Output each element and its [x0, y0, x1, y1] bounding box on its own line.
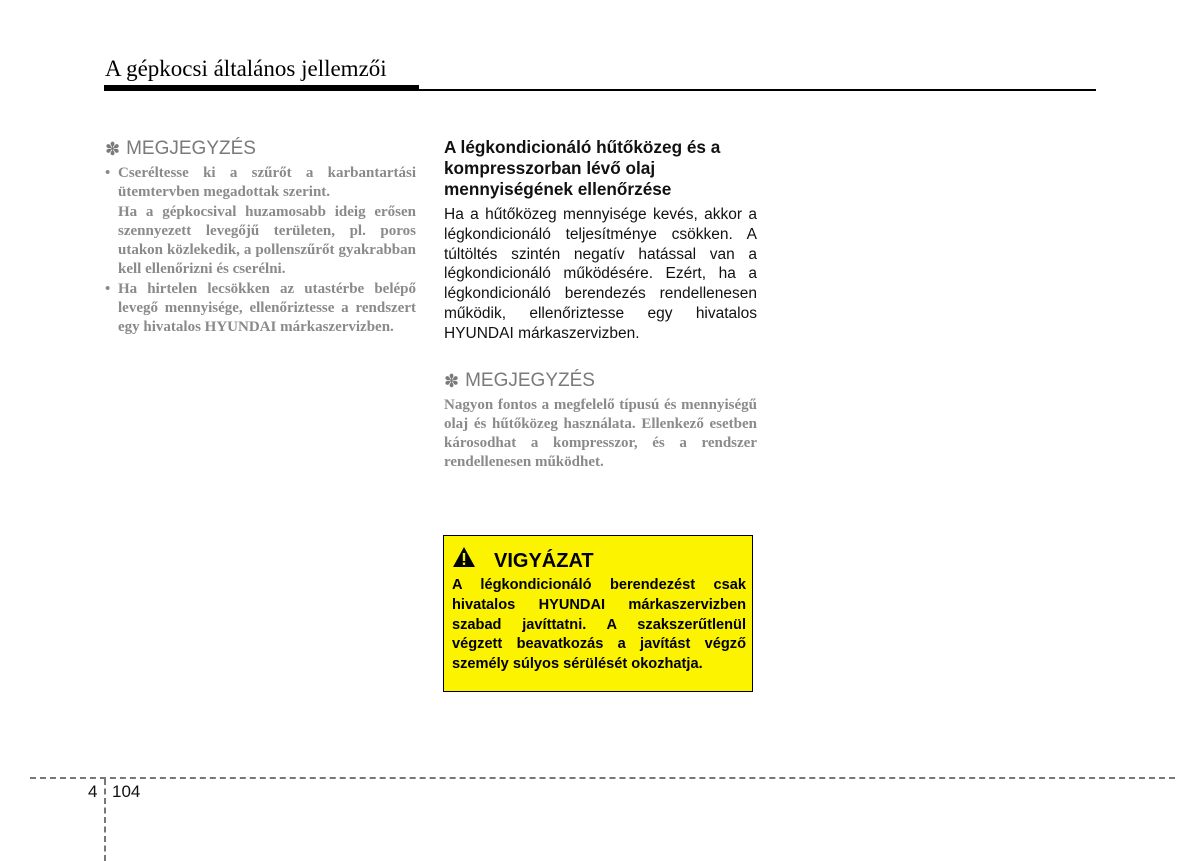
page-number: 104 — [112, 782, 141, 801]
note-paragraph: Ha hirtelen lecsökken az utastérbe belépő levegő mennyisége, ellenőriztesse a rendszert egy hivatalos HYUNDAI márkaszervizben. — [118, 280, 416, 336]
warning-text: A légkondicionáló berendezést csak hivatalos HYUNDAI márkaszervizben szabad javíttatni. A szakszerűtlenül végzett beavatkozás a javítást végző személy súlyos sérülését okozhatja. — [452, 577, 746, 673]
page-header-title: A gépkocsi általános jellemzői — [105, 56, 387, 81]
section-body: Ha a hűtőközeg mennyisége kevés, akkor a légkondicionáló teljesítménye csökken. A túltöltés szintén negatív hatással van a légkondicionáló működésére. Ezért, ha a légkondicionáló berendezés rendellenesen működik, ellenőriztesse egy hivatalos HYUNDAI márkaszervizben. — [444, 206, 757, 342]
note-list — [105, 164, 416, 338]
note-heading-label: MEGJEGYZÉS — [465, 369, 595, 391]
footer-vertical-divider — [104, 779, 106, 861]
bullet-icon: • — [105, 165, 111, 181]
note-heading — [444, 370, 757, 392]
note-star-icon: ✽ — [444, 370, 460, 391]
note-text: Nagyon fontos a megfelelő típusú és mennyiségű olaj és hűtőközeg használata. Ellenkező esetben károsodhat a kompresszor, és a rendszer rendellenesen működhet. — [444, 396, 757, 471]
note-star-icon: ✽ — [105, 139, 121, 159]
header-rule-thin — [104, 89, 1096, 91]
warning-title: VIGYÁZAT — [494, 549, 594, 572]
bullet-icon: • — [105, 280, 111, 297]
chapter-number: 4 — [88, 782, 98, 801]
middle-column — [444, 137, 757, 473]
warning-box — [443, 535, 753, 692]
footer-divider — [30, 777, 1175, 779]
warning-header — [452, 542, 746, 572]
note-list-item — [105, 280, 416, 338]
left-column — [105, 138, 416, 338]
warning-triangle-icon — [452, 546, 476, 568]
note-list-item — [105, 164, 416, 280]
note-heading — [105, 138, 416, 160]
note-heading-label: MEGJEGYZÉS — [126, 138, 256, 159]
section-title: A légkondicionáló hűtőközeg és a kompresszorban lévő olaj mennyiségének ellenőrzése — [444, 137, 721, 199]
note-block — [444, 370, 757, 473]
note-paragraph: Ha a gépkocsival huzamosabb ideig erősen szennyezett levegőjű területen, pl. poros utakon közlekedik, a pollenszűrőt gyakrabban kell ellenőrizni és cserélni. — [118, 203, 416, 278]
note-paragraph: Cseréltesse ki a szűrőt a karbantartási ütemtervben megadottak szerint. — [118, 165, 416, 201]
